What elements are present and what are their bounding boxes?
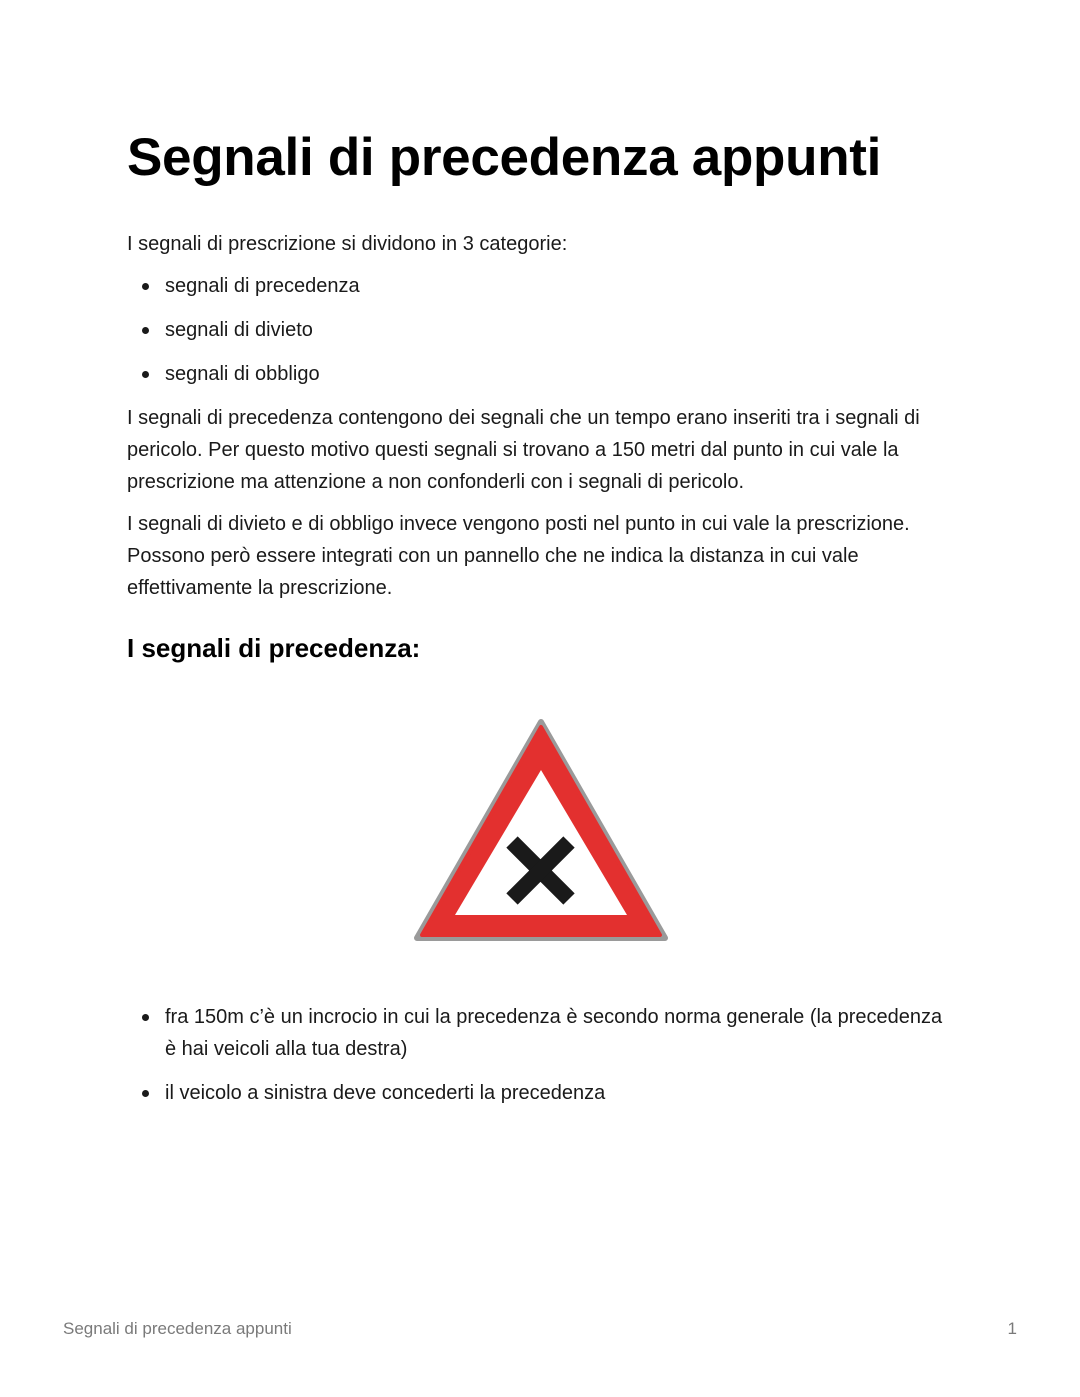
section-heading: I segnali di precedenza: [127, 633, 421, 663]
paragraph-divieto-obbligo: I segnali di divieto e di obbligo invece vengono posti nel punto in cui vale la prescrizione. Possono però essere integrati con un pannello che ne indica la distanza in cui vale effettivamente la prescrizione. [127, 513, 910, 599]
intro-text: I segnali di prescrizione si dividono in 3 categorie: [127, 233, 568, 255]
list-item: segnali di obbligo [127, 358, 957, 390]
page-title: Segnali di precedenza appunti [127, 128, 882, 187]
paragraph-precedenza: I segnali di precedenza contengono dei segnali che un tempo erano inseriti tra i segnali di pericolo. Per questo motivo questi segnali si trovano a 150 metri dal punto in cui vale la prescrizione ma attenzione a non confonderli con i segnali di pericolo. [127, 407, 920, 493]
page-number: 1 [1007, 1319, 1017, 1338]
list-item: il veicolo a sinistra deve concederti la precedenza [127, 1077, 957, 1109]
list-item: fra 150m c’è un incrocio in cui la precedenza è secondo norma generale (la precedenza è hai veicoli alla tua destra) [127, 1001, 957, 1065]
footer-title: Segnali di precedenza appunti [63, 1319, 292, 1338]
sign-notes-list [127, 1001, 957, 1121]
document-body [127, 228, 957, 664]
crossroads-warning-sign-icon [413, 718, 669, 944]
categories-list [127, 270, 957, 390]
list-item: segnali di divieto [127, 314, 957, 346]
list-item: segnali di precedenza [127, 270, 957, 302]
